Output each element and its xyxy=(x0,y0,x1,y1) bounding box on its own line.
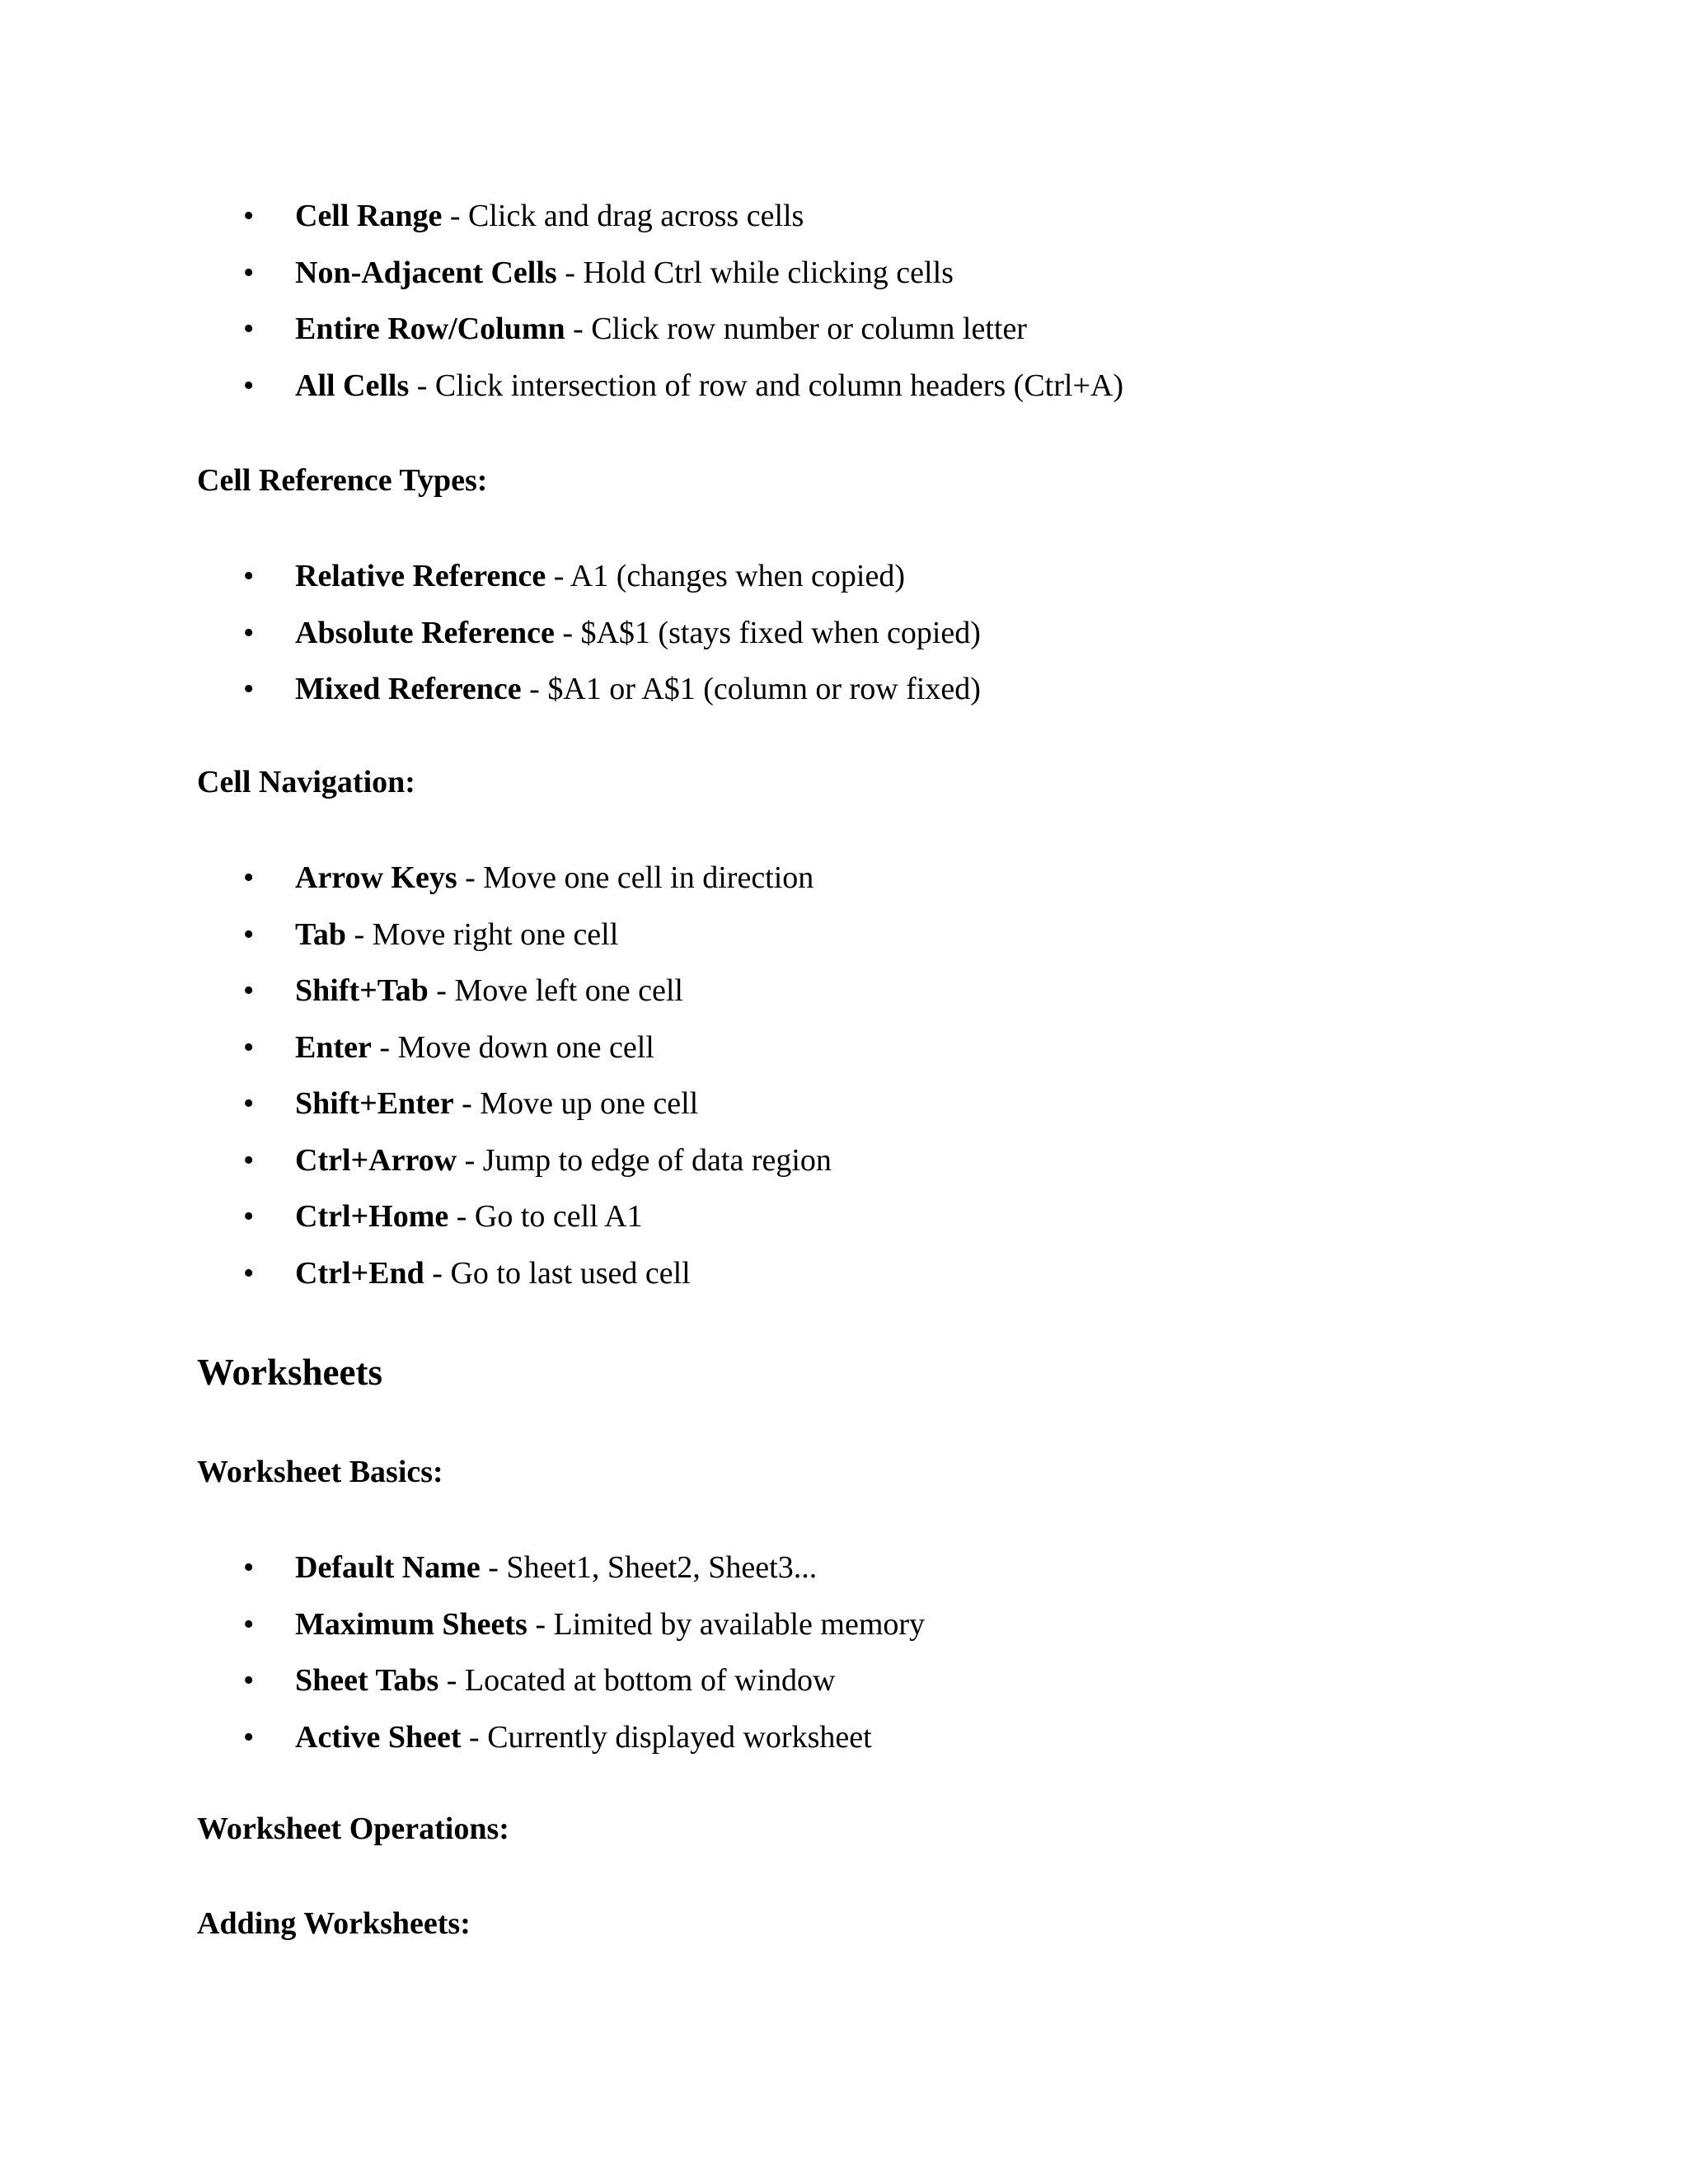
list-item-text xyxy=(295,1540,817,1596)
list-item-text xyxy=(295,1245,691,1302)
list-item-term: Active Sheet xyxy=(295,1719,462,1755)
heading-worksheets: Worksheets xyxy=(197,1352,382,1393)
list-item-text xyxy=(295,1652,835,1709)
list-item-term: Relative Reference xyxy=(295,559,546,593)
list-item-description: - Hold Ctrl while clicking cells xyxy=(556,255,954,290)
list-item-description: - Move down one cell xyxy=(371,1029,654,1065)
bullet-icon: • xyxy=(243,368,255,403)
bullet-icon: • xyxy=(243,615,255,650)
list-item-text xyxy=(295,548,905,605)
list-item-term: Ctrl+Arrow xyxy=(295,1142,457,1178)
list-item-description: - Currently displayed worksheet xyxy=(461,1719,872,1755)
list-item-text xyxy=(295,1709,872,1766)
bullet-icon: • xyxy=(243,1142,255,1178)
list-item-description: - Go to cell A1 xyxy=(448,1199,643,1234)
list-item-text xyxy=(295,188,804,245)
list-item-term: Ctrl+End xyxy=(295,1255,424,1291)
bullet-icon: • xyxy=(243,559,255,593)
bullet-icon: • xyxy=(243,1606,255,1642)
list-item-description: - Click and drag across cells xyxy=(442,199,804,233)
bullet-icon: • xyxy=(243,1255,255,1291)
list-item-description: - Sheet1, Sheet2, Sheet3... xyxy=(480,1550,818,1585)
bullet-icon: • xyxy=(243,1029,255,1065)
list-item-description: - $A1 or A$1 (column or row fixed) xyxy=(521,672,981,706)
list-item-text xyxy=(295,1132,832,1189)
list-item-term: Mixed Reference xyxy=(295,672,522,706)
bullet-icon: • xyxy=(243,973,255,1008)
list-item-description: - Jump to edge of data region xyxy=(457,1142,832,1178)
bullet-icon: • xyxy=(243,672,255,706)
list-item-term: Ctrl+Home xyxy=(295,1199,449,1234)
list-item-term: Absolute Reference xyxy=(295,615,555,650)
list-item-description: - Move right one cell xyxy=(346,916,619,952)
heading-cell-navigation: Cell Navigation: xyxy=(197,765,415,799)
heading-adding-worksheets: Adding Worksheets: xyxy=(197,1906,471,1941)
list-item-text xyxy=(295,245,954,302)
list-item-text xyxy=(295,301,1027,358)
bullet-icon: • xyxy=(243,1086,255,1121)
list-item-description: - Located at bottom of window xyxy=(438,1663,836,1698)
bullet-icon: • xyxy=(243,1550,255,1585)
list-item-description: - Move left one cell xyxy=(428,973,683,1008)
heading-cell-reference-types: Cell Reference Types: xyxy=(197,463,488,498)
list-item-term: Entire Row/Column xyxy=(295,312,565,346)
list-item-term: Shift+Enter xyxy=(295,1086,454,1121)
bullet-icon: • xyxy=(243,916,255,952)
list-item-text xyxy=(295,358,1123,415)
bullet-icon: • xyxy=(243,860,255,895)
list-item-description: - $A$1 (stays fixed when copied) xyxy=(554,615,981,650)
list-item-text xyxy=(295,661,981,718)
list-item-text xyxy=(295,605,981,662)
bullet-icon: • xyxy=(243,1719,255,1755)
list-item-text xyxy=(295,963,683,1019)
list-item-text xyxy=(295,850,814,907)
list-item-description: - Limited by available memory xyxy=(527,1606,926,1642)
list-item-text xyxy=(295,1076,698,1132)
list-item-term: Shift+Tab xyxy=(295,973,429,1008)
list-item-term: Maximum Sheets xyxy=(295,1606,528,1642)
list-item-term: Enter xyxy=(295,1029,372,1065)
list-item-term: Cell Range xyxy=(295,199,443,233)
list-item-term: All Cells xyxy=(295,368,410,403)
list-item-text xyxy=(295,1019,654,1076)
list-item-text xyxy=(295,1188,643,1245)
bullet-icon: • xyxy=(243,1199,255,1234)
list-item-description: - Move one cell in direction xyxy=(457,860,814,895)
heading-worksheet-operations: Worksheet Operations: xyxy=(197,1811,509,1846)
heading-worksheet-basics: Worksheet Basics: xyxy=(197,1455,443,1489)
bullet-icon: • xyxy=(243,199,255,233)
list-item-term: Tab xyxy=(295,916,346,952)
list-item-description: - Go to last used cell xyxy=(424,1255,691,1291)
list-item-text xyxy=(295,1596,925,1653)
bullet-icon: • xyxy=(243,312,255,346)
list-item-term: Default Name xyxy=(295,1550,481,1585)
list-item-description: - Click row number or column letter xyxy=(565,312,1027,346)
bullet-icon: • xyxy=(243,255,255,290)
list-item-description: - Click intersection of row and column headers (Ctrl+A) xyxy=(409,368,1123,403)
list-item-term: Non-Adjacent Cells xyxy=(295,255,557,290)
list-item-description: - A1 (changes when copied) xyxy=(546,559,905,593)
list-item-text xyxy=(295,907,618,963)
list-item-term: Sheet Tabs xyxy=(295,1663,439,1698)
list-item-term: Arrow Keys xyxy=(295,860,457,895)
bullet-icon: • xyxy=(243,1663,255,1698)
list-item-description: - Move up one cell xyxy=(453,1086,699,1121)
